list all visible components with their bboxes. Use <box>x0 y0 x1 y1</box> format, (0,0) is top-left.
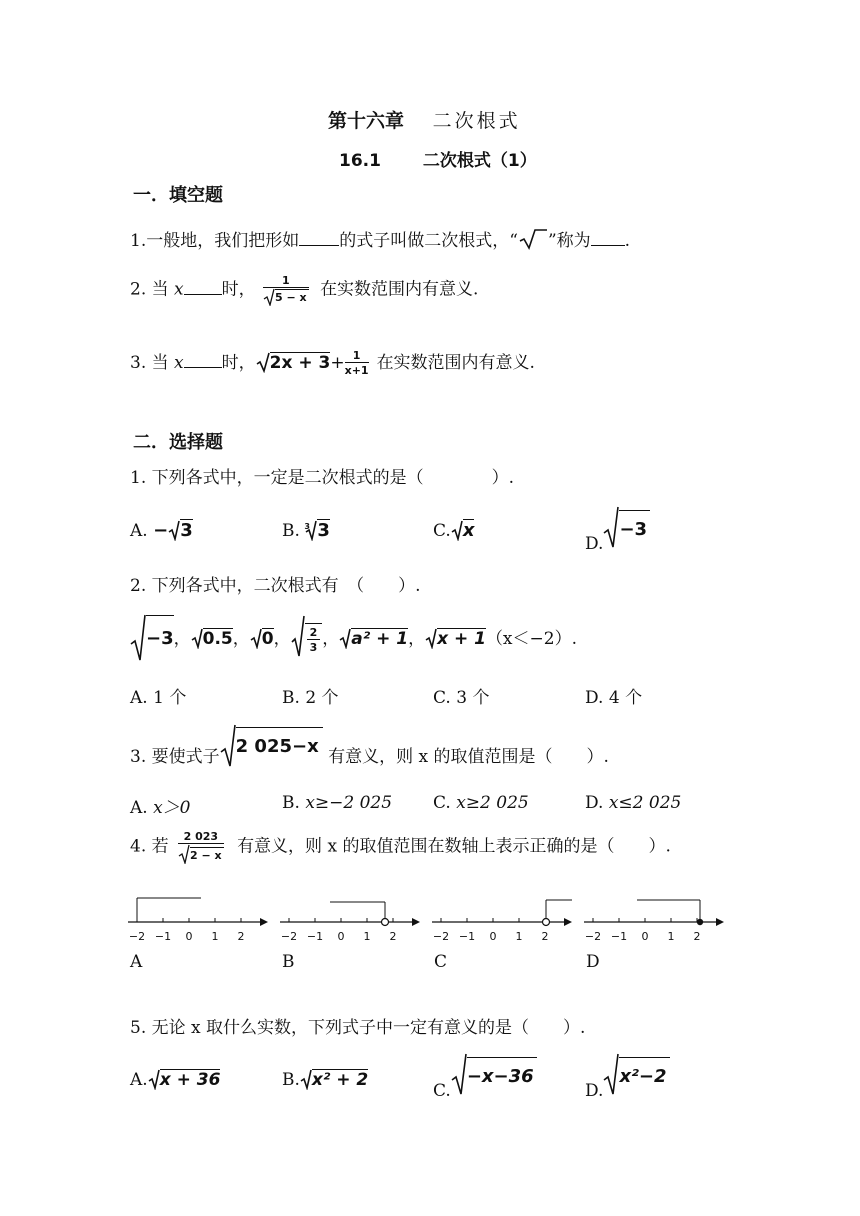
radical-sign-icon <box>300 1068 312 1090</box>
chapter-topic: 二次根式 <box>432 110 521 132</box>
fill-question-3 <box>130 348 535 379</box>
choice-q2-option-c[interactable]: C. 3 个 <box>433 688 490 708</box>
expr-3: 0 <box>261 629 274 649</box>
section-choice-heading: 二．选择题 <box>133 432 223 453</box>
axis-tick-label: −1 <box>306 930 324 943</box>
expr-6: x + 1 <box>437 629 486 649</box>
fill-q1-blank-2[interactable] <box>591 231 625 246</box>
fill-q3-blank[interactable] <box>184 353 222 368</box>
radical-sign-icon <box>256 351 270 373</box>
option-radicand: 3 <box>317 520 330 541</box>
page-subtitle <box>339 146 537 171</box>
chapter-number: 第十六章 <box>328 110 405 132</box>
axis-tick-label: 2 <box>237 930 245 943</box>
fill-q2-mid: 时， <box>221 279 256 300</box>
expr-2: 0.5 <box>202 629 233 649</box>
expr-4-fraction: $\frac{2}{3}$ <box>305 623 323 656</box>
number-line-d[interactable] <box>584 888 726 948</box>
option-radicand: x²−2 <box>619 1057 669 1087</box>
axis-tick-label: −2 <box>432 930 450 943</box>
axis-tick-label: −1 <box>154 930 172 943</box>
expr-5: a² + 1 <box>351 629 409 649</box>
choice-q5-option-b[interactable]: B. x² + 2 <box>282 1070 369 1090</box>
axis-tick-label: 0 <box>185 930 193 943</box>
axis-tick-label: −1 <box>610 930 628 943</box>
axis-tick-label: 1 <box>211 930 219 943</box>
fill-q2-fraction <box>263 274 309 306</box>
fill-q3-radicand: 2x + 3 <box>269 353 331 373</box>
radical-sign-icon <box>130 612 146 662</box>
number-line-label-c: C <box>434 952 448 972</box>
choice-q2-option-a[interactable]: A. 1 个 <box>130 688 187 708</box>
option-label: A. <box>130 521 148 541</box>
axis-tick-label: −1 <box>458 930 476 943</box>
radical-sign-icon <box>451 1052 467 1096</box>
fill-q3-mid: 时， <box>221 353 256 373</box>
fill-q2-frac-den: 5 − x <box>275 291 307 304</box>
section-fill-heading: 一．填空题 <box>133 185 223 206</box>
number-line-b[interactable] <box>280 888 422 948</box>
fill-question-1 <box>130 226 630 251</box>
page-title <box>328 106 521 133</box>
fill-q3-frac-num: 1 <box>352 348 361 362</box>
axis-tick-label: −2 <box>128 930 146 943</box>
number-line-c[interactable] <box>432 888 574 948</box>
axis-tick-label: 0 <box>641 930 649 943</box>
choice-q2-expressions: −3， 0.5， 0， $\frac{2}{3}$ ， a² + 1， x + 1（x＜−2）. <box>130 612 577 662</box>
choice-q2-option-b[interactable]: B. 2 个 <box>282 688 339 708</box>
choice-q2-stem: 2. 下列各式中，二次根式有 （ ）. <box>130 576 421 596</box>
fill-q2-frac-num: 1 <box>282 274 290 287</box>
axis-tick-label: 2 <box>541 930 549 943</box>
option-label: B. <box>282 521 300 541</box>
axis-tick-label: 1 <box>515 930 523 943</box>
radical-sign-icon <box>168 519 180 541</box>
choice-q5-option-a[interactable]: A. x + 36 <box>130 1070 221 1090</box>
section-name: 二次根式（1） <box>422 151 537 171</box>
radical-sign-icon <box>425 627 437 649</box>
choice-q1-option-c[interactable] <box>433 519 474 541</box>
option-radicand: −3 <box>619 510 650 540</box>
radical-sign-icon <box>220 722 236 768</box>
fill-q3-fraction <box>345 349 369 379</box>
choice-q1-option-a[interactable] <box>130 519 193 541</box>
expr-1: −3 <box>146 615 174 649</box>
choice-q3-option-b[interactable]: B. x≥−2 025 <box>282 793 393 813</box>
choice-q1-option-b[interactable] <box>282 519 330 541</box>
axis-tick-label: 2 <box>389 930 397 943</box>
option-label: C. <box>433 521 451 541</box>
fill-q2-suffix: 在实数范围内有意义. <box>320 279 479 300</box>
axis-tick-label: 1 <box>667 930 675 943</box>
expr-condition: （x＜−2）. <box>485 629 577 649</box>
fill-q2-prefix: 2. 当 <box>130 279 169 300</box>
radical-sign-icon <box>191 627 203 649</box>
choice-q4-frac-num: 2 023 <box>183 830 219 843</box>
fill-q3-var: x <box>174 353 184 373</box>
axis-tick-label: 0 <box>337 930 345 943</box>
number-line-label-d: D <box>586 952 600 972</box>
radical-sign-icon <box>451 519 463 541</box>
radical-sign-icon <box>518 228 548 250</box>
radical-sign-icon <box>603 1052 619 1096</box>
radical-sign-icon <box>291 614 305 658</box>
number-line-label-b: B <box>282 952 295 972</box>
option-radicand: x + 36 <box>159 1070 221 1090</box>
radical-sign-icon <box>603 505 619 549</box>
number-line-label-a: A <box>130 952 143 972</box>
choice-q5-option-c[interactable]: C.−x−36 <box>433 1052 537 1101</box>
choice-q4-stem <box>130 830 671 864</box>
fill-q3-frac-den: x+1 <box>344 363 369 377</box>
fill-q1-part2: 的式子叫做二次根式，“ <box>339 231 518 251</box>
choice-q3-option-a[interactable]: A. x＞0 <box>130 798 191 818</box>
radical-sign-icon <box>178 844 190 864</box>
fill-q2-blank[interactable] <box>184 280 222 295</box>
choice-q3-prefix: 3. 要使式子 <box>130 747 220 767</box>
radical-sign-icon <box>263 288 275 306</box>
choice-q4-suffix: 有意义，则 x 的取值范围在数轴上表示正确的是（ ）. <box>237 836 671 857</box>
choice-q3-suffix: 有意义，则 x 的取值范围是（ ）. <box>328 747 609 767</box>
option-expr: − 3 <box>153 520 193 541</box>
choice-q3-stem <box>130 722 609 768</box>
choice-q5-option-d[interactable]: D.x²−2 <box>585 1052 670 1101</box>
radical-sign-icon <box>250 627 262 649</box>
fill-q1-blank-1[interactable] <box>299 231 339 246</box>
fill-q3-plus: + <box>330 353 345 373</box>
choice-q3-radicand: 2 025−x <box>236 727 323 757</box>
fill-q1-part3: ”称为 <box>547 231 591 251</box>
axis-tick-label: 0 <box>489 930 497 943</box>
choice-q2-option-d[interactable]: D. 4 个 <box>585 688 643 708</box>
choice-q3-option-c[interactable]: C. x≥2 025 <box>433 793 529 813</box>
choice-q5-stem: 5. 无论 x 取什么实数，下列式子中一定有意义的是（ ）. <box>130 1018 586 1038</box>
choice-q4-prefix: 4. 若 <box>130 836 169 857</box>
fill-q2-var: x <box>174 279 184 300</box>
root-index: 3 <box>304 522 310 531</box>
fill-q1-part4: . <box>624 231 631 251</box>
option-label: D. <box>585 534 604 554</box>
fill-q1-part1: 1.一般地，我们把形如 <box>130 231 300 251</box>
axis-tick-label: −2 <box>584 930 602 943</box>
option-radicand: x <box>462 520 475 541</box>
axis-tick-label: 1 <box>363 930 371 943</box>
fill-q3-suffix: 在实数范围内有意义. <box>376 353 535 373</box>
option-radicand: −x−36 <box>467 1057 537 1087</box>
section-number: 16.1 <box>339 151 381 171</box>
fill-q3-prefix: 3. 当 <box>130 353 169 373</box>
choice-q3-option-d[interactable]: D. x≤2 025 <box>585 793 682 813</box>
choice-q1-option-d[interactable] <box>585 505 650 554</box>
number-line-a[interactable] <box>128 888 270 948</box>
axis-tick-label: 2 <box>693 930 701 943</box>
axis-tick-label: −2 <box>280 930 298 943</box>
option-radicand: x² + 2 <box>311 1070 369 1090</box>
radical-sign-icon <box>339 627 351 649</box>
choice-q4-frac-den: 2 − x <box>190 849 222 862</box>
choice-q1-stem: 1. 下列各式中，一定是二次根式的是（ ）. <box>130 468 515 488</box>
fill-question-2 <box>130 274 478 306</box>
radical-sign-icon <box>148 1068 160 1090</box>
choice-q4-fraction <box>178 830 224 864</box>
